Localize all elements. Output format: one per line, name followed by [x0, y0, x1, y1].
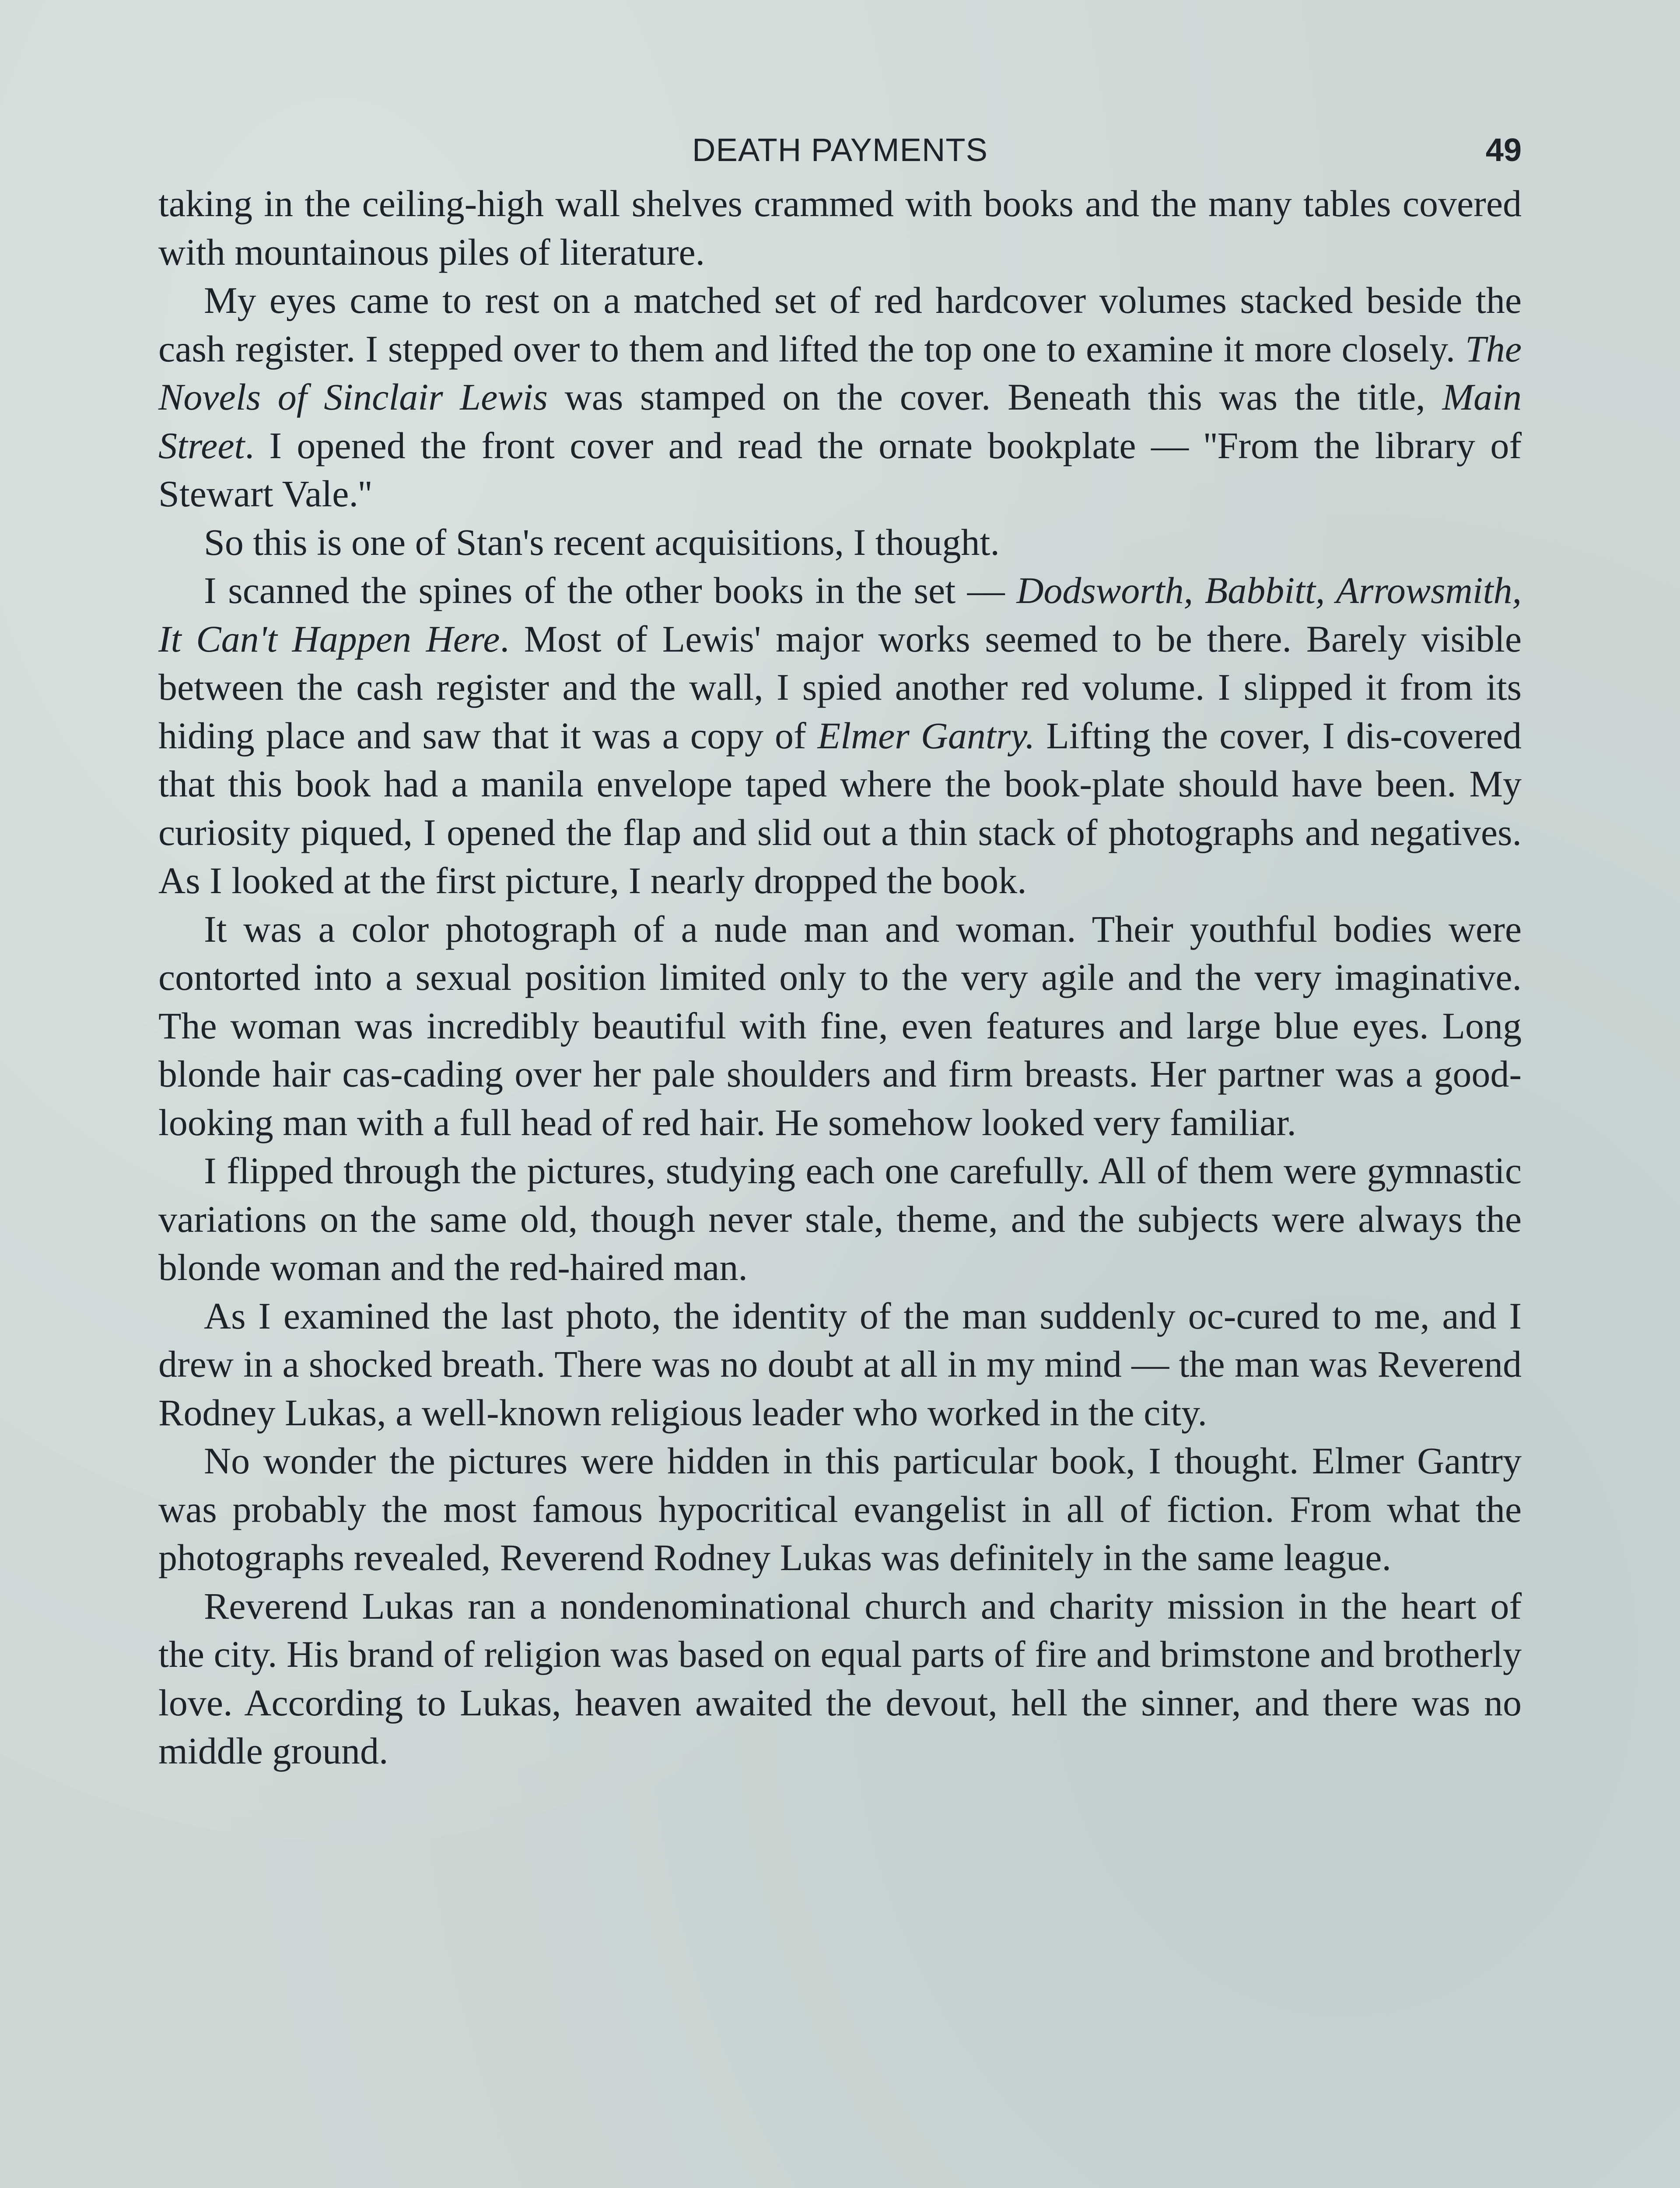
paragraph-text: As I examined the last photo, the identity of the man suddenly oc-cured to me, and I drew in a shocked breath. There was no doubt at all in my mind — the man was Reverend Rodney Lukas, a well-known religious leader who worked in the city.: [158, 1294, 1522, 1434]
paragraph: [158, 1582, 1522, 1775]
italic-title-text: Dodsworth, Babbitt, Arrowsmith, It Can't Happen Here: [158, 569, 1522, 660]
paragraph-text: It was a color photograph of a nude man and woman. Their youthful bodies were contorted into a sexual position limited only to the very agile and the very imaginative. The woman was incredibly beautiful with fine, even features and large blue eyes. Long blonde hair cas-cading over her pale shoulders and firm breasts. Her partner was a good-looking man with a full head of red hair. He somehow looked very familiar.: [158, 908, 1522, 1143]
paragraph-text: was stamped on the cover. Beneath this was the title,: [547, 376, 1442, 418]
paragraph-text: No wonder the pictures were hidden in this particular book, I thought. Elmer Gantry was probably the most famous hypocritical evangelist in all of fiction. From what the photographs revealed, Reverend Rodney Lukas was definitely in the same league.: [158, 1440, 1522, 1578]
paragraph-text: I scanned the spines of the other books in the set —: [204, 569, 1017, 611]
italic-title-text: The Novels of Sinclair Lewis: [158, 327, 1522, 418]
paragraph: [158, 566, 1522, 905]
paragraph-text: Lifting the cover, I dis-covered that this book had a manila envelope taped where the book-plate should have been. My curiosity piqued, I opened the flap and slid out a thin stack of photographs and negatives. As I looked at the first picture, I nearly dropped the book.: [158, 714, 1522, 901]
paragraph: [158, 179, 1522, 276]
italic-title-text: Elmer Gantry.: [817, 714, 1035, 757]
paragraph-text: . Most of Lewis' major works seemed to be there. Barely visible between the cash register and the wall, I spied another red volume. I slipped it from its hiding place and saw that it was a copy of: [158, 617, 1522, 757]
body-text: [158, 179, 1522, 1775]
italic-title-text: Main Street: [158, 376, 1522, 466]
paragraph: [158, 518, 1522, 567]
paragraph: [158, 905, 1522, 1147]
running-title: DEATH PAYMENTS: [692, 132, 988, 168]
paragraph-text: Reverend Lukas ran a nondenominational church and charity mission in the heart of the city. His brand of religion was based on equal parts of fire and brimstone and brotherly love. According to Lukas, heaven awaited the devout, hell the sinner, and there was no middle ground.: [158, 1585, 1522, 1772]
paragraph-text: taking in the ceiling-high wall shelves crammed with books and the many tables covered with mountainous piles of literature.: [158, 182, 1522, 273]
paragraph-text: My eyes came to rest on a matched set of red hardcover volumes stacked beside the cash register. I stepped over to them and lifted the top one to examine it more closely.: [158, 279, 1522, 370]
paragraph: [158, 1437, 1522, 1582]
page-number: 49: [1485, 132, 1522, 168]
paragraph-text: So this is one of Stan's recent acquisitions, I thought.: [204, 521, 1000, 563]
paragraph: [158, 1292, 1522, 1437]
paragraph: [158, 1147, 1522, 1292]
book-page: [158, 131, 1522, 1775]
running-header: [158, 131, 1522, 179]
paragraph-text: . I opened the front cover and read the ornate bookplate — ''From the library of Stewart Vale.'': [158, 424, 1522, 515]
paragraph: [158, 276, 1522, 518]
paragraph-text: I flipped through the pictures, studying each one carefully. All of them were gymnastic variations on the same old, though never stale, theme, and the subjects were always the blonde woman and the red-haired man.: [158, 1150, 1522, 1288]
